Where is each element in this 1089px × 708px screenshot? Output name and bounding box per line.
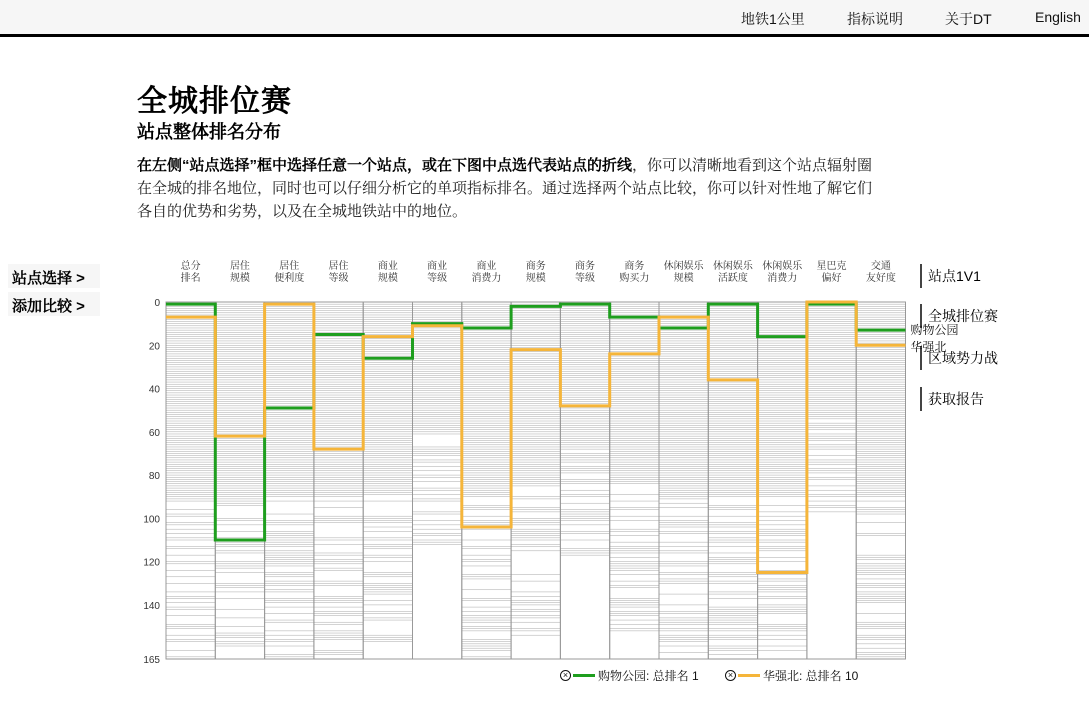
column-header-label: 规模: [377, 273, 398, 284]
column-frame: [215, 302, 264, 659]
column-header-label: 等级: [427, 273, 448, 284]
legend-swatch-orange: [738, 674, 760, 677]
page-subtitle: 站点整体排名分布: [137, 122, 281, 142]
column-header-label: 消费力: [767, 273, 798, 284]
column-header-label: 商务: [525, 261, 546, 272]
y-tick-label: 165: [143, 655, 160, 666]
column-header-label: 商务: [575, 261, 596, 272]
column-header-label: 等级: [328, 273, 349, 284]
column-frame: [413, 302, 462, 659]
right-nav-city-ranking[interactable]: 全城排位赛: [920, 304, 1002, 328]
series-end-label: 华强北: [910, 340, 947, 354]
legend-label: 华强北: 总排名 10: [763, 669, 859, 683]
y-tick-label: 100: [143, 514, 160, 526]
column-header-label: 消费力: [471, 273, 502, 284]
add-compare-button[interactable]: 添加比较 >: [8, 292, 100, 316]
column-header-label: 商业: [427, 261, 448, 272]
column-header-label: 休闲娱乐: [712, 261, 753, 272]
column-header-label: 居住: [279, 261, 300, 272]
nav-link-metro[interactable]: 地铁1公里: [741, 11, 805, 27]
legend-item-gouwugongyuan[interactable]: [560, 667, 699, 684]
column-header-label: 活跃度: [717, 273, 748, 284]
series-end-label: 购物公园: [910, 323, 959, 337]
column-frame: [758, 302, 807, 659]
column-header-label: 规模: [229, 273, 250, 284]
column-header-label: 休闲娱乐: [663, 261, 704, 272]
page-title: 全城排位赛: [137, 85, 292, 118]
column-frame: [856, 302, 905, 659]
column-frame: [511, 302, 560, 659]
right-nav-get-report[interactable]: 获取报告: [920, 387, 988, 411]
series-line-huaqiangbei[interactable]: [166, 302, 906, 572]
column-header-label: 星巴克: [816, 261, 847, 272]
legend-label: 购物公园: 总排名 1: [598, 669, 699, 683]
column-header-label: 购买力: [619, 273, 650, 284]
column-header-label: 商务: [624, 261, 645, 272]
column-header-label: 便利度: [274, 273, 305, 284]
right-nav-station-1v1[interactable]: 站点1V1: [920, 264, 985, 288]
station-select-button[interactable]: 站点选择 >: [8, 264, 100, 288]
nav-link-english[interactable]: English: [1035, 9, 1081, 25]
column-header-label: 交通: [870, 261, 891, 272]
y-tick-label: 140: [143, 600, 160, 612]
column-header-label: 总分: [180, 261, 201, 272]
top-nav-bar: [0, 0, 1089, 37]
column-header-label: 规模: [673, 273, 694, 284]
column-frame: [560, 302, 609, 659]
column-frame: [314, 302, 363, 659]
legend-item-huaqiangbei[interactable]: [725, 667, 858, 684]
column-header-label: 居住: [328, 261, 349, 272]
y-tick-label: 40: [148, 384, 160, 396]
column-header-label: 等级: [575, 273, 596, 284]
y-tick-label: 60: [148, 427, 160, 439]
column-frame: [166, 302, 215, 659]
column-header-label: 居住: [229, 261, 250, 272]
column-frame: [363, 302, 412, 659]
y-tick-label: 0: [154, 298, 160, 309]
intro-rest: ，你可以清晰地看到这个站点辐射圈在全城的排名地位，同时也可以仔细分析它的单项指标排名。通过选择两个站点比较，你可以针对性地了解它们各自的优势和劣势，以及在全城地铁站中的地位。: [137, 157, 873, 220]
column-frame: [265, 302, 314, 659]
right-nav-region-battle[interactable]: 区域势力战: [920, 346, 1002, 370]
column-header-label: 排名: [180, 273, 201, 284]
column-frame: [462, 302, 511, 659]
column-header-label: 休闲娱乐: [762, 261, 803, 272]
column-header-label: 商业: [377, 261, 398, 272]
y-tick-label: 80: [148, 471, 160, 483]
column-header-label: 商业: [476, 261, 497, 272]
intro-bold: 在左侧“站点选择”框中选择任意一个站点，或在下图中点选代表站点的折线: [137, 157, 633, 174]
y-tick-label: 120: [143, 557, 160, 569]
intro-paragraph: [137, 154, 885, 223]
column-header-label: 偏好: [821, 273, 842, 284]
column-frame: [659, 302, 708, 659]
column-frame: [610, 302, 659, 659]
y-tick-label: 20: [148, 341, 160, 353]
column-frame: [708, 302, 757, 659]
nav-link-indicators[interactable]: 指标说明: [847, 11, 903, 27]
legend-swatch-green: [573, 674, 595, 677]
remove-icon[interactable]: ×: [725, 670, 736, 681]
remove-icon[interactable]: ×: [560, 670, 571, 681]
nav-link-about[interactable]: 关于DT: [945, 11, 992, 27]
series-line-gouwugongyuan[interactable]: [166, 304, 906, 540]
column-header-label: 规模: [525, 273, 546, 284]
column-header-label: 友好度: [865, 273, 896, 284]
column-frame: [807, 302, 856, 659]
